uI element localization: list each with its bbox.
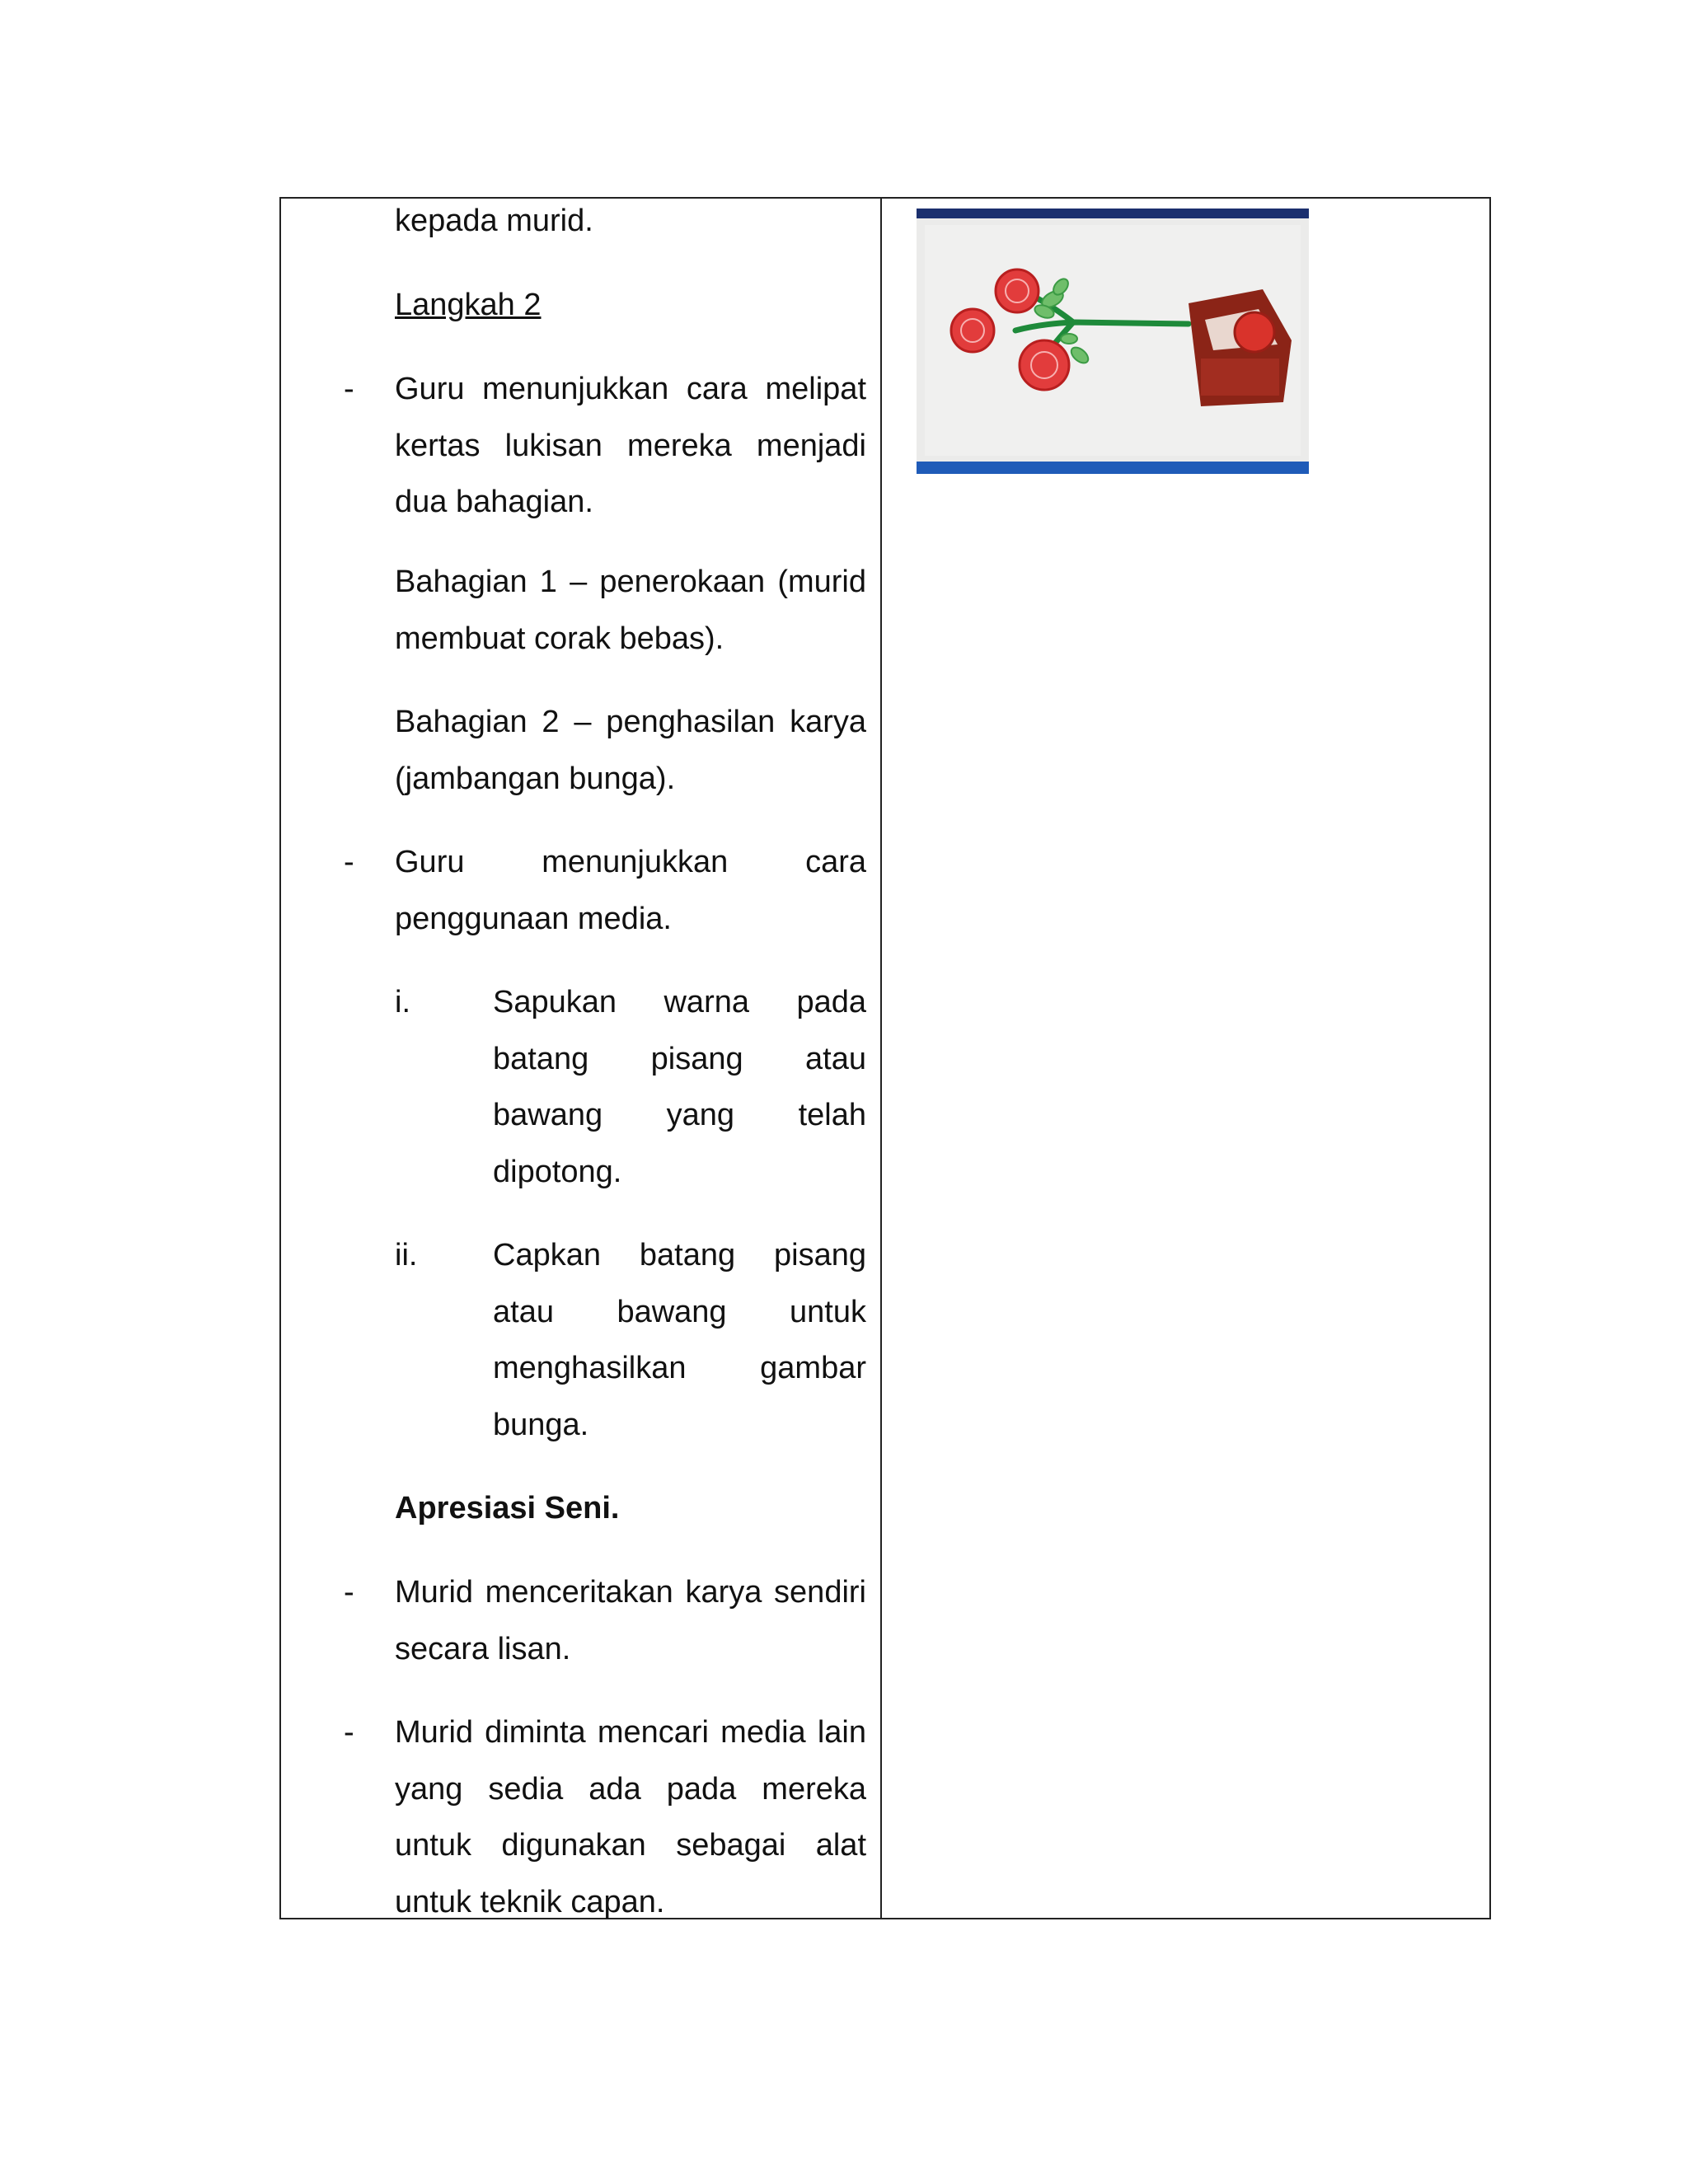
heading-apresiasi: Apresiasi Seni. [395, 1491, 620, 1526]
heading-langkah: Langkah 2 [395, 288, 542, 322]
dash-bullet: - [344, 372, 354, 406]
text-bahagian-2: Bahagian 2 – penghasilan karya (jambangan bunga). [395, 705, 866, 796]
flower-vase-artwork-photo [917, 209, 1309, 474]
dash-bullet: - [344, 1575, 354, 1610]
dash-bullet: - [344, 845, 354, 879]
roman-numeral-ii: ii. [395, 1238, 418, 1272]
left-column [281, 199, 880, 1918]
list-item-media: Guru menunjukkan cara penggunaan media. [395, 845, 866, 936]
roman-numeral-i: i. [395, 985, 410, 1019]
text-bahagian-1: Bahagian 1 – penerokaan (murid membuat corak bebas). [395, 565, 866, 656]
text-line-top: kepada murid. [395, 204, 593, 238]
lesson-table [279, 197, 1491, 1919]
step-ii-text: Capkan batang pisang atau bawang untuk menghasilkan gambar bunga. [493, 1238, 866, 1442]
list-item-mencari-media: Murid diminta mencari media lain yang sedia ada pada mereka untuk digunakan sebagai alat untuk teknik capan. [395, 1715, 866, 1919]
list-item-menceritakan: Murid menceritakan karya sendiri secara lisan. [395, 1575, 866, 1666]
step-i-text: Sapukan warna pada batang pisang atau bawang yang telah dipotong. [493, 985, 866, 1189]
list-item-melipat: Guru menunjukkan cara melipat kertas lukisan mereka menjadi dua bahagian. [395, 372, 866, 519]
dash-bullet: - [344, 1715, 354, 1750]
